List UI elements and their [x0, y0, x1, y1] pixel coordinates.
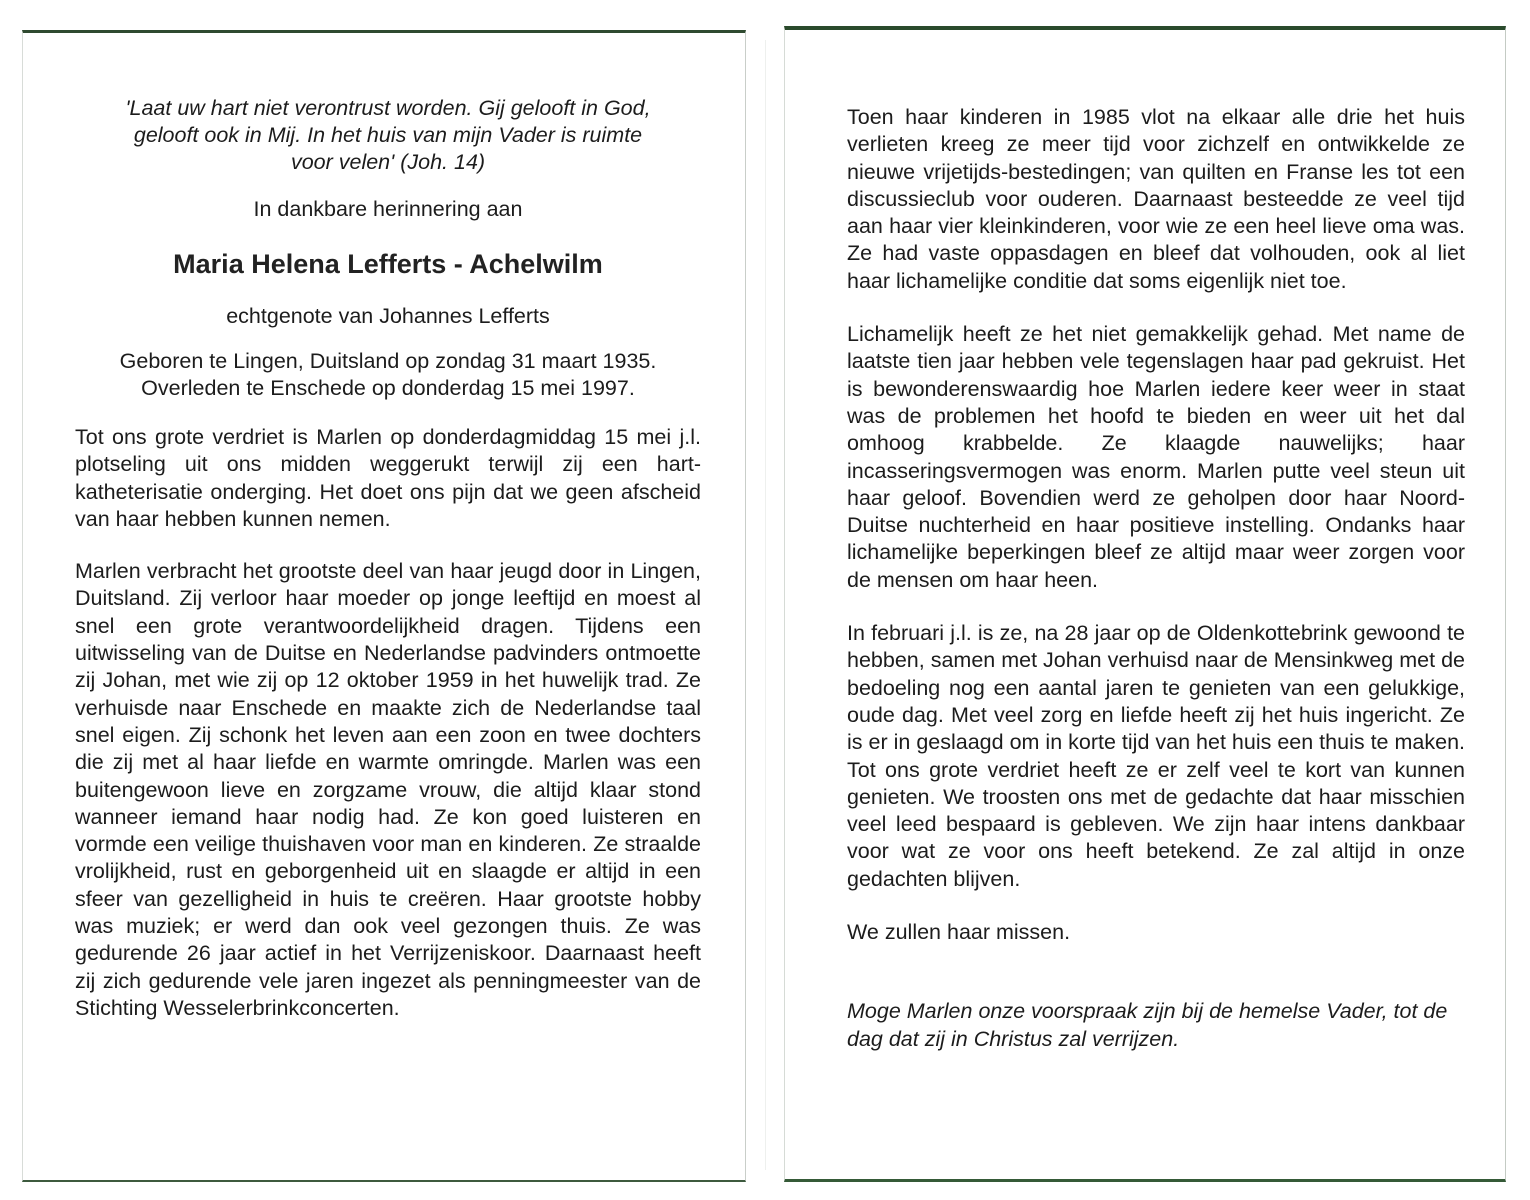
fold-line — [765, 40, 766, 1170]
spouse-line: echtgenote van Johannes Lefferts — [226, 304, 550, 328]
obituary-paragraph: Tot ons grote verdriet is Marlen op donderdagmiddag 15 mei j.l. plotseling uit ons midden weggerukt terwijl zij een hart-katheterisatie onderging. Het doet ons pijn dat we geen afscheid van haar hebben kunnen nemen. — [75, 425, 701, 531]
deceased-name: Maria Helena Lefferts - Achelwilm — [173, 249, 603, 279]
birth-line: Geboren te Lingen, Duitsland op zondag 31 maart 1935. — [119, 349, 657, 373]
farewell-line: We zullen haar missen. — [847, 920, 1071, 945]
memorial-card-right-page — [784, 26, 1506, 1182]
obituary-paragraph: In februari j.l. is ze, na 28 jaar op de Oldenkottebrink gewoond te hebben, samen met Johan verhuisd naar de Mensinkweg met de bedoeling nog een aantal jaren te genieten van een gelukkige, oude dag. Met veel zorg en liefde heeft zij het huis ingericht. Ze is er in geslaagd om in korte tijd van het huis een thuis te maken. Tot ons grote verdriet heeft ze er zelf veel te kort van kunnen genieten. We troosten ons met de gedachte dat haar misschien veel leed bespaard is gebleven. We zijn haar intens dankbaar voor wat ze voor ons heeft betekend. Ze zal altijd in onze gedachten blijven. — [847, 621, 1465, 891]
obituary-paragraph: Lichamelijk heeft ze het niet gemakkelijk gehad. Met name de laatste tien jaar hebben vele tegenslagen haar pad gekruist. Het is bewonderenswaardig hoe Marlen iedere keer weer in staat was de problemen het hoofd te bieden en weer uit het dal omhoog krabbelde. Ze klaagde nauwelijks; haar incasseringsvermogen was enorm. Marlen putte veel steun uit haar geloof. Bovendien werd ze geholpen door haar Noord-Duitse nuchterheid en haar positieve instelling. Ondanks haar lichamelijke beperkingen bleef ze altijd maar weer zorgen voor de mensen om haar heen. — [847, 322, 1465, 592]
remembrance-intro: In dankbare herinnering aan — [253, 197, 523, 221]
obituary-paragraph: Marlen verbracht het grootste deel van haar jeugd door in Lingen, Duitsland. Zij verloor haar moeder op jonge leeftijd en moest al snel een grote verantwoordelijkheid dragen. Tijdens een uitwisseling van de Duitse en Nederlandse padvinders ontmoette zij Johan, met wie zij op 12 oktober 1959 in het huwelijk trad. Ze verhuisde naar Enschede en maakte zich de Nederlandse taal snel eigen. Zij schonk het leven aan een zoon en twee dochters die zij met al haar liefde en warmte omringde. Marlen was een buitengewoon lieve en zorgzame vrouw, die altijd klaar stond wanneer iemand haar nodig had. Ze kon goed luisteren en vormde een veilige thuishaven voor man en kinderen. Ze straalde vrolijkheid, rust en geborgenheid uit en slaagde er altijd in een sfeer van gezelligheid in huis te creëren. Haar grootste hobby was muziek; er werd dan ook veel gezongen thuis. Ze was gedurende 26 jaar actief in het Verrijzeniskoor. Daarnaast heeft zij zich gedurende vele jaren ingezet als penningmeester van de Stichting Wesselerbrinkconcerten. — [75, 559, 701, 1020]
obituary-paragraph: Toen haar kinderen in 1985 vlot na elkaar alle drie het huis verlieten kreeg ze meer tijd voor zichzelf en ontwikkelde ze nieuwe vrijetijds-bestedingen; van quilten en Franse les tot een discussieclub voor ouderen. Daarnaast besteedde ze veel tijd aan haar vier kleinkinderen, voor wie ze een heel lieve oma was. Ze had vaste oppasdagen en bleef dat volhouden, ook al liet haar lichamelijke conditie dat soms eigenlijk niet toe. — [847, 105, 1465, 293]
memorial-card-left-page — [22, 30, 746, 1182]
right-page-content — [847, 104, 1465, 1053]
death-line: Overleden te Enschede op donderdag 15 mei 1997. — [141, 376, 635, 400]
bible-quote: 'Laat uw hart niet verontrust worden. Gij gelooft in God, gelooft ook in Mij. In het huis van mijn Vader is ruimte voor velen' (Joh. 14) — [125, 96, 651, 174]
closing-prayer: Moge Marlen onze voorspraak zijn bij de hemelse Vader, tot de dag dat zij in Christus zal verrijzen. — [847, 999, 1448, 1051]
left-page-content — [75, 95, 701, 1022]
life-dates — [75, 348, 701, 402]
